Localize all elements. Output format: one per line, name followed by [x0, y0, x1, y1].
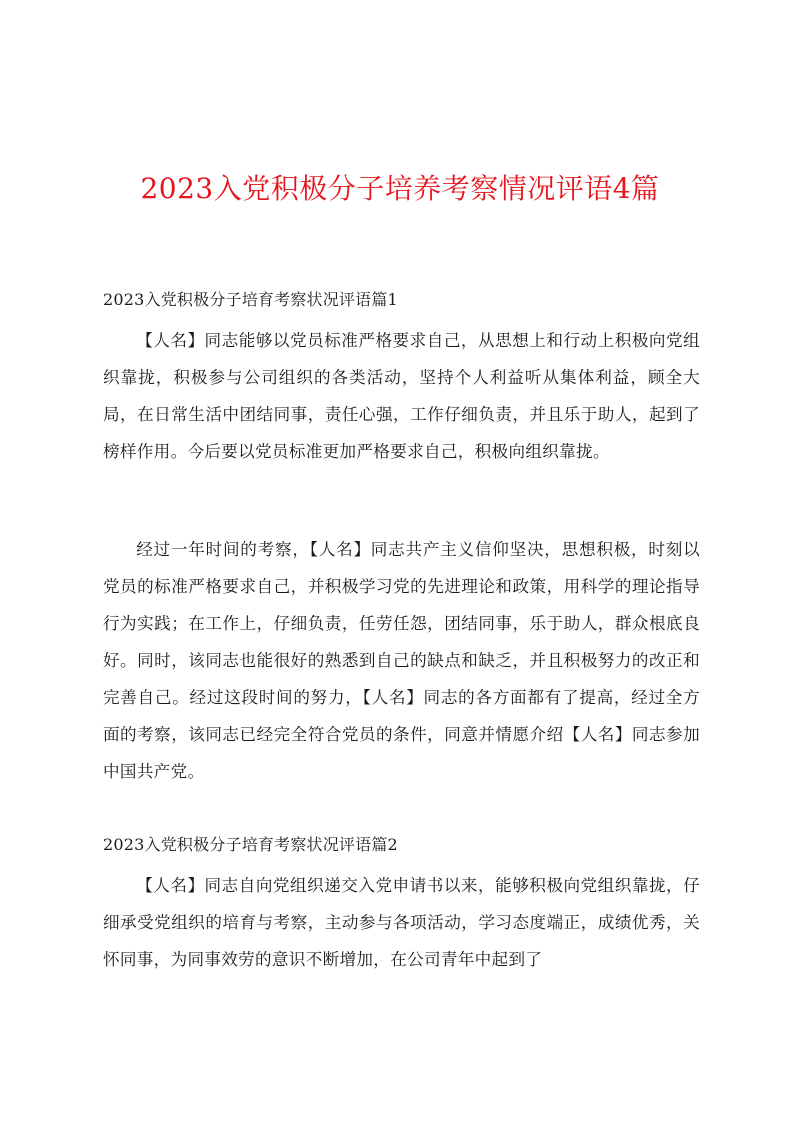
paragraph-1-1: 【人名】同志能够以党员标准严格要求自己，从思想上和行动上积极向党组织靠拢，积极参与公司组织的各类活动，坚持个人利益听从集体利益，顾全大局，在日常生活中团结同事，责任心强，工作仔细负责，并且乐于助人，起到了榜样作用。今后要以党员标准更加严格要求自己，积极向组织靠拢。: [103, 331, 700, 461]
paragraph-1-2: 经过一年时间的考察，【人名】同志共产主义信仰坚决，思想积极，时刻以党员的标准严格要求自己，并积极学习党的先进理论和政策，用科学的理论指导行为实践；在工作上，仔细负责，任劳任怨，团结同事，乐于助人，群众根底良好。同时，该同志也能很好的熟悉到自己的缺点和缺乏，并且积极努力的改正和完善自己。经过这段时间的努力，【人名】同志的各方面都有了提高，经过全方面的考察，该同志已经完全符合党员的条件，同意并情愿介绍【人名】同志参加中国共产党。: [103, 540, 700, 781]
section-heading-1: 2023入党积极分子培育考察状况评语篇1: [103, 290, 398, 309]
paragraph-2-1: 【人名】同志自向党组织递交入党申请书以来，能够积极向党组织靠拢，仔细承受党组织的培育与考察，主动参与各项活动，学习态度端正，成绩优秀，关怀同事，为同事效劳的意识不断增加，在公司青年中起到了: [103, 876, 700, 969]
document-title: 2023入党积极分子培养考察情况评语4篇: [140, 172, 660, 205]
section-heading-2: 2023入党积极分子培育考察状况评语篇2: [103, 835, 398, 854]
